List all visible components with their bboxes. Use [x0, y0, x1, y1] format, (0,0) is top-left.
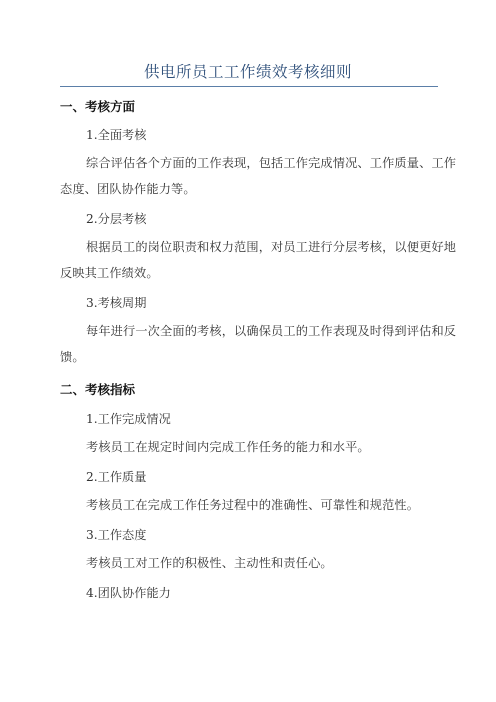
item-label: 4.团队协作能力	[86, 586, 171, 600]
item-label: 1.全面考核	[86, 128, 147, 142]
item-label: 3.考核周期	[86, 296, 147, 310]
paragraph-line: 反映其工作绩效。	[60, 266, 159, 280]
paragraph-line: 考核员工对工作的积极性、主动性和责任心。	[86, 556, 333, 570]
item-label: 1.工作完成情况	[86, 412, 171, 426]
paragraph-line: 馈。	[60, 350, 85, 364]
section-heading-2: 二、考核指标	[60, 382, 136, 397]
paragraph-line: 态度、团队协作能力等。	[60, 182, 196, 196]
item-label: 3.工作态度	[86, 528, 147, 542]
paragraph-line: 根据员工的岗位职责和权力范围，对员工进行分层考核，以便更好地	[86, 240, 457, 254]
item-label: 2.工作质量	[86, 470, 147, 484]
paragraph-line: 综合评估各个方面的工作表现，包括工作完成情况、工作质量、工作	[86, 156, 457, 170]
paragraph-line: 每年进行一次全面的考核，以确保员工的工作表现及时得到评估和反	[86, 324, 457, 338]
paragraph-line: 考核员工在规定时间内完成工作任务的能力和水平。	[86, 440, 370, 454]
section-heading-1: 一、考核方面	[60, 99, 136, 114]
document-title: 供电所员工工作绩效考核细则	[143, 63, 352, 81]
title-underline	[60, 86, 438, 87]
item-label: 2.分层考核	[86, 212, 147, 226]
paragraph-line: 考核员工在完成工作任务过程中的准确性、可靠性和规范性。	[86, 498, 420, 512]
